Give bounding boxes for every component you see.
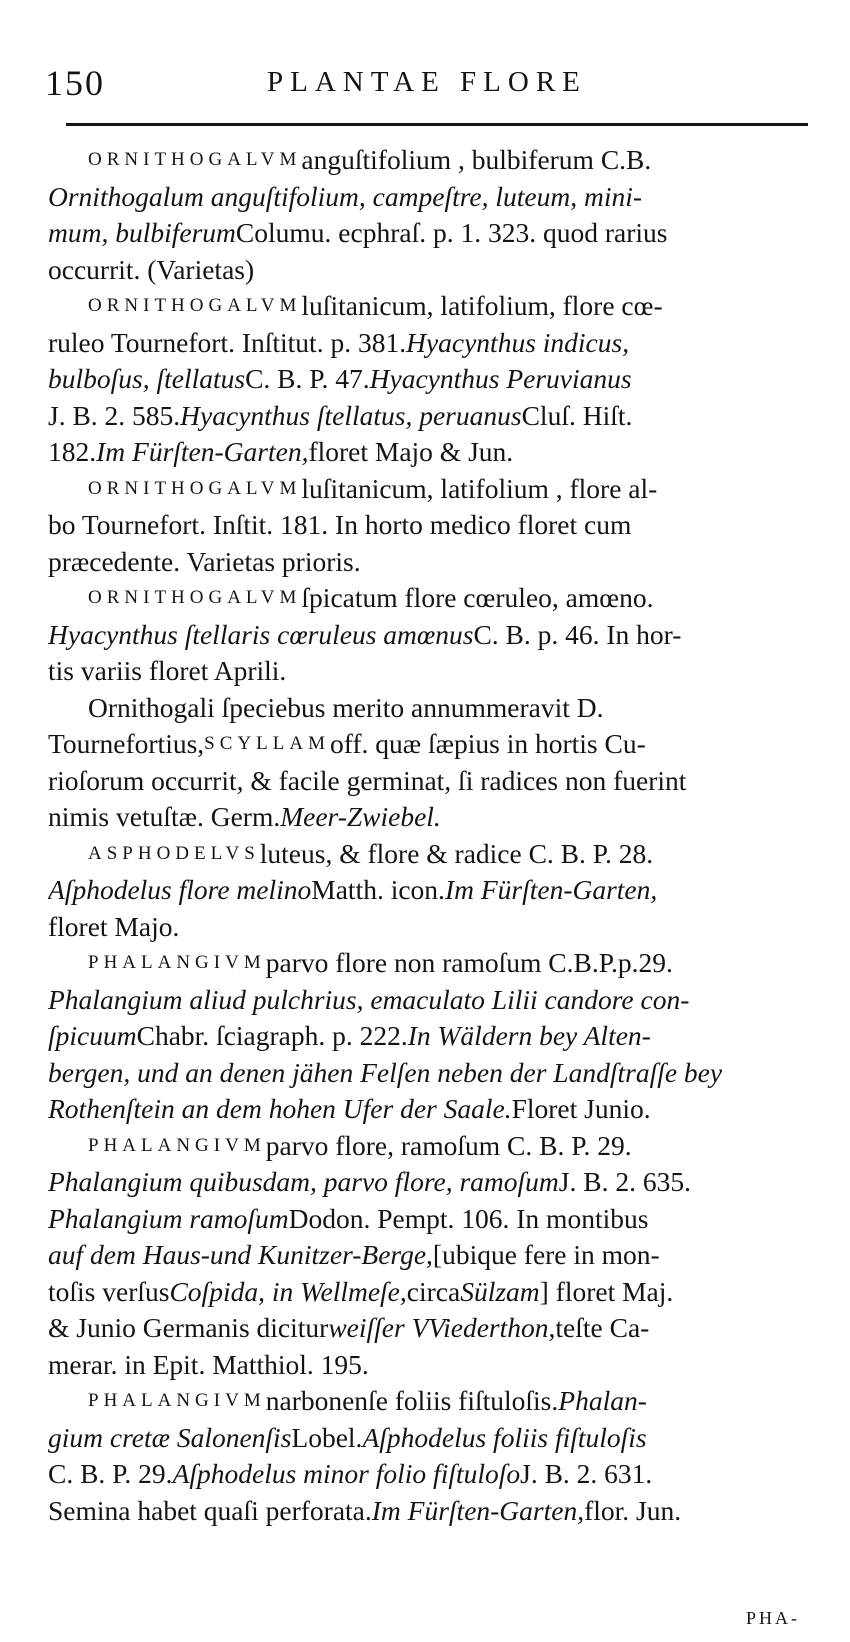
- italic-text: Im Fürſten-Garten,: [96, 436, 309, 467]
- italic-text: Hyacynthus Peruvianus: [369, 363, 632, 394]
- roman-text: ſpicatum flore cœruleo, amœno.: [301, 582, 654, 613]
- roman-text: ruleo Tournefort. Inſtitut. p. 381.: [48, 326, 407, 358]
- roman-text: floret Majo.: [48, 910, 180, 942]
- text-line: [48, 1164, 818, 1201]
- text-line: [48, 1383, 818, 1420]
- roman-text: bo Tournefort. Inſtit. 181. In horto medico floret cum: [48, 509, 632, 540]
- text-line: [48, 690, 818, 727]
- italic-text: Aſphodelus flore melino: [48, 874, 312, 905]
- text-line: [48, 507, 818, 544]
- running-head: PLANTAE FLORE: [267, 66, 587, 98]
- paragraph: [48, 836, 818, 946]
- roman-text: luteus, & flore & radice C. B. P. 28.: [259, 837, 654, 869]
- italic-text: gium cretæ Salonenſis: [48, 1421, 292, 1453]
- roman-text: C. B. p. 46. In hor-: [473, 618, 682, 650]
- text-line: [48, 1055, 818, 1092]
- genus-name: ORNITHOGALVM: [88, 149, 302, 170]
- italic-text: Hyacynthus ſtellatus, peruanus: [180, 399, 522, 431]
- paragraph: [48, 580, 818, 690]
- italic-text: ſpicuum: [48, 1020, 137, 1051]
- roman-text: flor. Jun.: [584, 1494, 682, 1526]
- text-line: [48, 580, 818, 617]
- text-line: [48, 325, 818, 362]
- roman-text: Cluſ. Hiſt.: [521, 399, 633, 431]
- roman-text: præcedente. Varietas prioris.: [48, 545, 361, 577]
- text-line: [48, 361, 818, 398]
- text-line: [48, 398, 818, 435]
- text-line: [48, 179, 818, 216]
- text-line: [48, 142, 818, 179]
- text-line: [48, 945, 818, 982]
- roman-text: narbonenſe foliis fiſtuloſis.: [265, 1385, 559, 1416]
- roman-text: Matth. icon.: [311, 874, 445, 905]
- header-rule: [66, 123, 808, 126]
- roman-text: off. quæ ſæpius in hortis Cu-: [329, 728, 646, 759]
- roman-text: 182.: [48, 436, 97, 467]
- text-line: [48, 799, 818, 836]
- text-line: [48, 544, 818, 581]
- text-line: [48, 653, 818, 690]
- roman-text: circa: [406, 1275, 461, 1307]
- roman-text: J. B. 2. 635.: [558, 1166, 691, 1197]
- genus-name: PHALANGIVM: [88, 952, 266, 973]
- italic-text: Ornithogalum anguſtifolium, campeſtre, luteum, mini-: [48, 180, 643, 212]
- roman-text: toſis verſus: [48, 1275, 170, 1307]
- italic-text: bulboſus, ſtellatus: [48, 363, 246, 394]
- roman-text: Columu. ecphraſ. p. 1. 323. quod rarius: [235, 217, 668, 248]
- italic-text: Phalangium aliud pulchrius, emaculato Lilii candore con-: [48, 983, 690, 1015]
- text-body: [48, 142, 818, 1529]
- roman-text: luſitanicum, latifolium , flore al-: [301, 472, 658, 504]
- paragraph: [48, 471, 818, 581]
- text-line: [48, 1420, 818, 1457]
- roman-text: Semina habet quaſi perforata.: [48, 1494, 372, 1526]
- text-line: [48, 1274, 818, 1311]
- text-line: [48, 872, 818, 909]
- roman-text: anguſtifolium , bulbiferum C.B.: [301, 144, 652, 175]
- italic-text: Im Fürſten-Garten,: [444, 874, 658, 905]
- italic-text: Phalangium quibusdam, parvo flore, ramoſum: [48, 1166, 559, 1197]
- roman-text: C. B. P. 29.: [48, 1458, 173, 1489]
- text-line: [48, 1091, 818, 1128]
- roman-text: teſte Ca-: [555, 1312, 650, 1343]
- roman-text: Floret Junio.: [511, 1093, 651, 1124]
- roman-text: rioſorum occurrit, & facile germinat, ſi radices non fuerint: [48, 764, 687, 796]
- italic-text: bergen, und an denen jähen Felſen neben der Landſtraſſe bey: [48, 1056, 723, 1088]
- text-line: [48, 1347, 818, 1384]
- text-line: [48, 1456, 818, 1493]
- text-line: [48, 288, 818, 325]
- text-line: [48, 434, 818, 471]
- roman-text: parvo flore non ramoſum C.B.P.p.29.: [265, 947, 673, 978]
- genus-name: ORNITHOGALVM: [88, 295, 302, 316]
- roman-text: [ubique fere in mon-: [432, 1239, 660, 1270]
- roman-text: ] floret Maj.: [539, 1275, 674, 1307]
- italic-text: weiſſer VViederthon,: [328, 1312, 556, 1343]
- text-line: [48, 1018, 818, 1055]
- genus-name: PHALANGIVM: [88, 1390, 266, 1411]
- text-line: [48, 726, 818, 763]
- roman-text: nimis vetuſtæ. Germ.: [48, 801, 281, 832]
- text-line: [48, 836, 818, 873]
- paragraph: [48, 690, 818, 836]
- italic-text: Hyacynthus indicus,: [406, 326, 630, 358]
- page-header: [45, 62, 815, 112]
- genus-name: ASPHODELVS: [88, 842, 260, 864]
- roman-text: tis variis floret Aprili.: [48, 655, 287, 686]
- italic-text: Rothenſtein an dem hohen Ufer der Saale.: [48, 1093, 512, 1124]
- catchword: PHA-: [746, 1608, 801, 1628]
- genus-name: ORNITHOGALVM: [88, 587, 302, 608]
- italic-text: auf dem Haus-und Kunitzer-Berge,: [48, 1239, 433, 1270]
- italic-text: Aſphodelus foliis fiſtuloſis: [362, 1421, 647, 1453]
- text-line: [48, 1128, 818, 1165]
- text-line: [48, 215, 818, 252]
- genus-name: PHALANGIVM: [88, 1134, 266, 1156]
- roman-text: Dodon. Pempt. 106. In montibus: [288, 1202, 649, 1234]
- roman-text: C. B. P. 47.: [245, 363, 370, 394]
- paragraph: [48, 1128, 818, 1384]
- text-line: [48, 763, 818, 800]
- italic-text: Aſphodelus minor folio fiſtuloſo: [172, 1458, 521, 1489]
- roman-text: J. B. 2. 631.: [520, 1458, 653, 1489]
- italic-text: Hyacynthus ſtellaris cœruleus amœnus: [48, 618, 474, 650]
- paragraph: [48, 142, 818, 288]
- text-line: [48, 252, 818, 289]
- page-number: 150: [45, 63, 105, 103]
- roman-text: Tournefortius,: [48, 728, 205, 759]
- paragraph: [48, 288, 818, 471]
- genus-name: ORNITHOGALVM: [88, 477, 302, 499]
- roman-text: merar. in Epit. Matthiol. 195.: [48, 1348, 369, 1380]
- text-line: [48, 1310, 818, 1347]
- roman-text: parvo flore, ramoſum C. B. P. 29.: [265, 1129, 632, 1161]
- italic-text: mum, bulbiferum: [48, 217, 236, 248]
- paragraph: [48, 945, 818, 1128]
- roman-text: occurrit. (Varietas): [48, 253, 255, 285]
- roman-text: J. B. 2. 585.: [48, 399, 181, 431]
- paragraph: [48, 1383, 818, 1529]
- italic-text: In Wäldern bey Alten-: [407, 1020, 651, 1051]
- text-line: [48, 617, 818, 654]
- roman-text: floret Majo & Jun.: [308, 436, 514, 467]
- italic-text: Coſpida, in Wellmeſe,: [169, 1275, 407, 1307]
- roman-text: Chabr. ſciagraph. p. 222.: [136, 1020, 408, 1051]
- roman-text: Ornithogali ſpeciebus merito annummeravit D.: [88, 691, 604, 723]
- text-line: [48, 1237, 818, 1274]
- italic-text: Meer-Zwiebel.: [280, 801, 441, 832]
- italic-text: Sülzam: [460, 1275, 540, 1307]
- text-line: [48, 1493, 818, 1530]
- roman-text: luſitanicum, latifolium, flore cœ-: [301, 290, 663, 321]
- text-line: [48, 1201, 818, 1238]
- roman-text: & Junio Germanis dicitur: [48, 1312, 329, 1343]
- text-line: [48, 471, 818, 508]
- italic-text: Phalangium ramoſum: [48, 1202, 289, 1234]
- roman-text: Lobel.: [291, 1421, 363, 1453]
- text-line: [48, 909, 818, 946]
- italic-text: Phalan-: [558, 1385, 647, 1416]
- text-line: [48, 982, 818, 1019]
- genus-name: SCYLLAM: [204, 733, 330, 754]
- italic-text: Im Fürſten-Garten,: [371, 1494, 585, 1526]
